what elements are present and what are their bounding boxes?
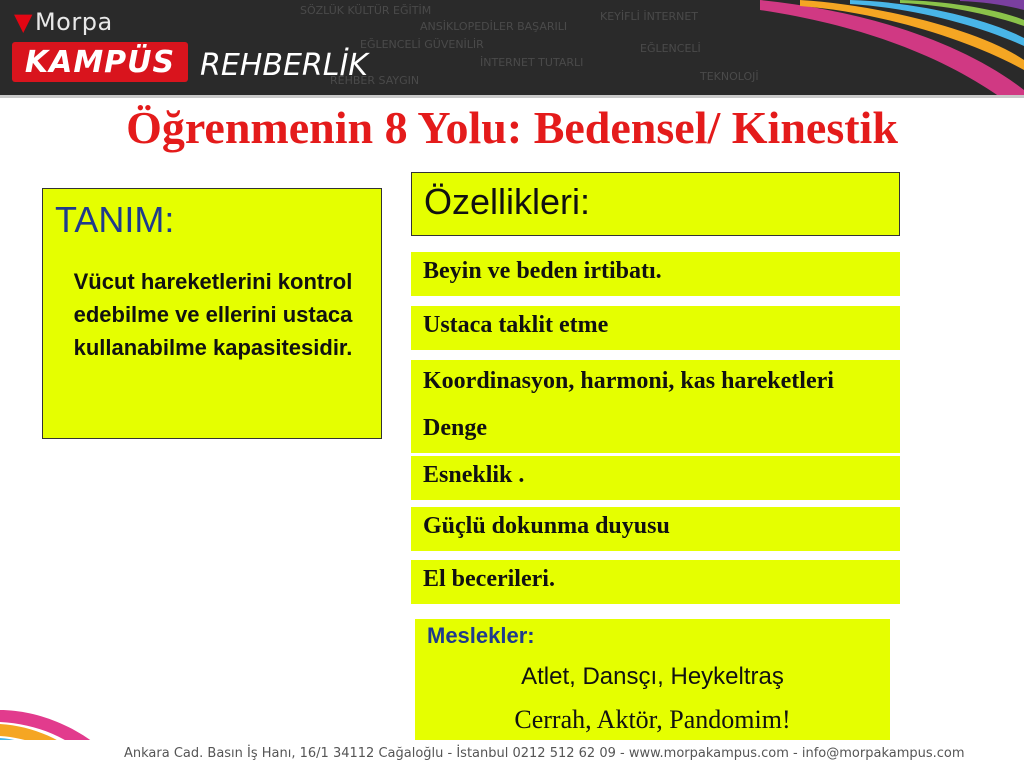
svg-text:TEKNOLOJİ: TEKNOLOJİ bbox=[700, 70, 759, 83]
feature-item-text: Koordinasyon, harmoni, kas hareketleri bbox=[423, 368, 834, 394]
features-heading-box bbox=[411, 172, 900, 236]
footer-contact: Ankara Cad. Basın İş Hanı, 16/1 34112 Cağaloğlu - İstanbul 0212 512 62 09 - www.morpakampus.com - info@morpakampus.com bbox=[124, 746, 965, 761]
feature-item bbox=[411, 409, 900, 453]
feature-item-text: Güçlü dokunma duyusu bbox=[423, 513, 670, 539]
careers-line-2: Cerrah, Aktör, Pandomim! bbox=[514, 705, 791, 734]
feature-item bbox=[411, 306, 900, 350]
feature-item-text: Ustaca taklit etme bbox=[423, 312, 609, 338]
brand-small bbox=[14, 8, 113, 36]
brand-main-text: KAMPÜS bbox=[24, 44, 176, 80]
feature-item-text: Esneklik . bbox=[423, 462, 525, 488]
feature-item bbox=[411, 252, 900, 296]
brand-subtitle: REHBERLİK bbox=[200, 48, 368, 83]
feature-item-text: Denge bbox=[423, 415, 487, 441]
footer bbox=[0, 740, 1024, 768]
brand-logo bbox=[12, 42, 188, 82]
careers-box bbox=[415, 619, 890, 740]
careers-line-1: Atlet, Dansçı, Heykeltraş bbox=[521, 663, 784, 690]
feature-item-text: Beyin ve beden irtibatı. bbox=[423, 258, 662, 284]
svg-text:KEYİFLİ İNTERNET: KEYİFLİ İNTERNET bbox=[600, 10, 699, 23]
svg-text:REHBER SAYGIN: REHBER SAYGIN bbox=[330, 74, 420, 87]
svg-text:EĞLENCELİ: EĞLENCELİ bbox=[640, 42, 701, 55]
svg-text:EĞLENCELİ GÜVENİLİR: EĞLENCELİ GÜVENİLİR bbox=[360, 38, 484, 51]
feature-item bbox=[411, 507, 900, 551]
features-heading: Özellikleri: bbox=[424, 181, 591, 222]
feature-item bbox=[411, 560, 900, 604]
header-divider bbox=[0, 95, 1024, 98]
header-banner bbox=[0, 0, 1024, 97]
logo-tick-icon: ▼ bbox=[14, 8, 33, 36]
svg-text:ANSİKLOPEDİLER BAŞARILI: ANSİKLOPEDİLER BAŞARILI bbox=[420, 20, 568, 33]
definition-text: Vücut hareketlerini kontrol edebilme ve ellerini ustaca kullanabilme kapasitesidir. bbox=[73, 269, 353, 360]
svg-text:İNTERNET TUTARLI: İNTERNET TUTARLI bbox=[480, 56, 584, 69]
definition-box bbox=[42, 188, 382, 439]
careers-heading: Meslekler: bbox=[427, 623, 535, 648]
definition-heading: TANIM: bbox=[55, 199, 175, 240]
brand-small-text: Morpa bbox=[34, 8, 113, 36]
slide-title: Öğrenmenin 8 Yolu: Bedensel/ Kinestik bbox=[126, 102, 898, 153]
feature-item-text: El becerileri. bbox=[423, 566, 555, 592]
feature-item bbox=[411, 360, 900, 410]
feature-item bbox=[411, 456, 900, 500]
svg-text:SÖZLÜK KÜLTÜR EĞİTİM: SÖZLÜK KÜLTÜR EĞİTİM bbox=[300, 4, 432, 17]
